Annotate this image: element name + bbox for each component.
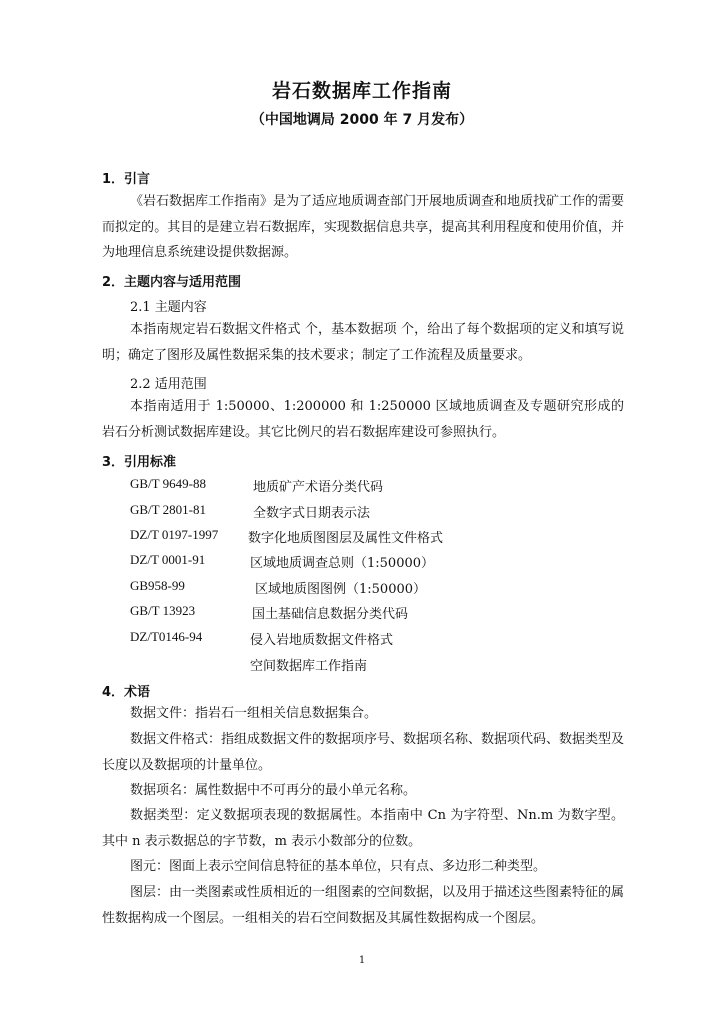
section-1-paragraph: 《岩石数据库工作指南》是为了适应地质调查部门开展地质调查和地质找矿工作的需要而拟定的。其目的是建立岩石数据库，实现数据信息共享，提高其利用程度和使用价值，并为地理信息系统建设提供数据源。 (102, 194, 625, 260)
reference-name: 国土基础信息数据分类代码 (252, 607, 409, 622)
reference-name: 全数字式日期表示法 (253, 506, 371, 521)
section-2-2-paragraph: 本指南适用于 1:50000、1:200000 和 1:250000 区域地质调查及专题研究形成的岩石分析测试数据库建设。其它比例尺的岩石数据库建设可参照执行。 (102, 399, 624, 440)
reference-name: 空间数据库工作指南 (250, 659, 368, 674)
term-layer: 图层：由一类图素或性质相近的一组图素的空间数据，以及用于描述这些图素特征的属性数据构成一个图层。一组相关的岩石空间数据及其属性数据构成一个图层。 (102, 885, 625, 926)
subsection-2-1-heading: 2.1 主题内容 (130, 300, 207, 315)
reference-name: 侵入岩地质数据文件格式 (250, 633, 394, 648)
reference-code: GB/T 13923 (130, 603, 196, 618)
section-2-1-paragraph: 本指南规定岩石数据文件格式 个，基本数据项 个，给出了每个数据项的定义和填写说明；确定了图形及属性数据采集的技术要求；制定了工作流程及质量要求。 (102, 322, 624, 363)
reference-code: GB/T 2801-81 (130, 502, 206, 517)
reference-code: DZ/T 0197-1997 (130, 527, 219, 542)
term-data-file: 数据文件：指岩石一组相关信息数据集合。 (130, 706, 378, 721)
reference-code: GB/T 9649-88 (130, 476, 206, 491)
section-3-heading: 3．引用标准 (102, 455, 177, 470)
page-number: 1 (358, 955, 366, 966)
term-data-item-name: 数据项名：属性数据中不可再分的最小单元名称。 (130, 783, 417, 798)
section-4-heading: 4．术语 (102, 685, 151, 700)
reference-code: GB958-99 (130, 578, 185, 593)
reference-name: 区域地质调查总则（1:50000） (250, 556, 435, 571)
reference-code: DZ/T 0001-91 (130, 552, 206, 567)
reference-name: 地质矿产术语分类代码 (253, 480, 384, 495)
term-graphic-element: 图元：图面上表示空间信息特征的基本单位，只有点、多边形二种类型。 (130, 859, 547, 874)
reference-code: DZ/T0146-94 (130, 629, 203, 644)
document-subtitle: （中国地调局 2000 年 7 月发布） (250, 112, 474, 128)
document-title: 岩石数据库工作指南 (271, 80, 452, 102)
reference-name: 数字化地质图图层及属性文件格式 (248, 531, 444, 546)
subsection-2-2-heading: 2.2 适用范围 (130, 377, 207, 392)
term-data-file-format: 数据文件格式：指组成数据文件的数据项序号、数据项名称、数据项代码、数据类型及长度以及数据项的计量单位。 (102, 732, 625, 773)
section-1-heading: 1．引言 (102, 172, 151, 187)
term-data-type: 数据类型：定义数据项表现的数据属性。本指南中 Cn 为字符型、Nn.m 为数字型。其中 n 表示数据总的字节数，m 表示小数部分的位数。 (102, 808, 624, 849)
section-2-heading: 2．主题内容与适用范围 (102, 275, 242, 290)
reference-name: 区域地质图图例（1:50000） (255, 582, 427, 597)
